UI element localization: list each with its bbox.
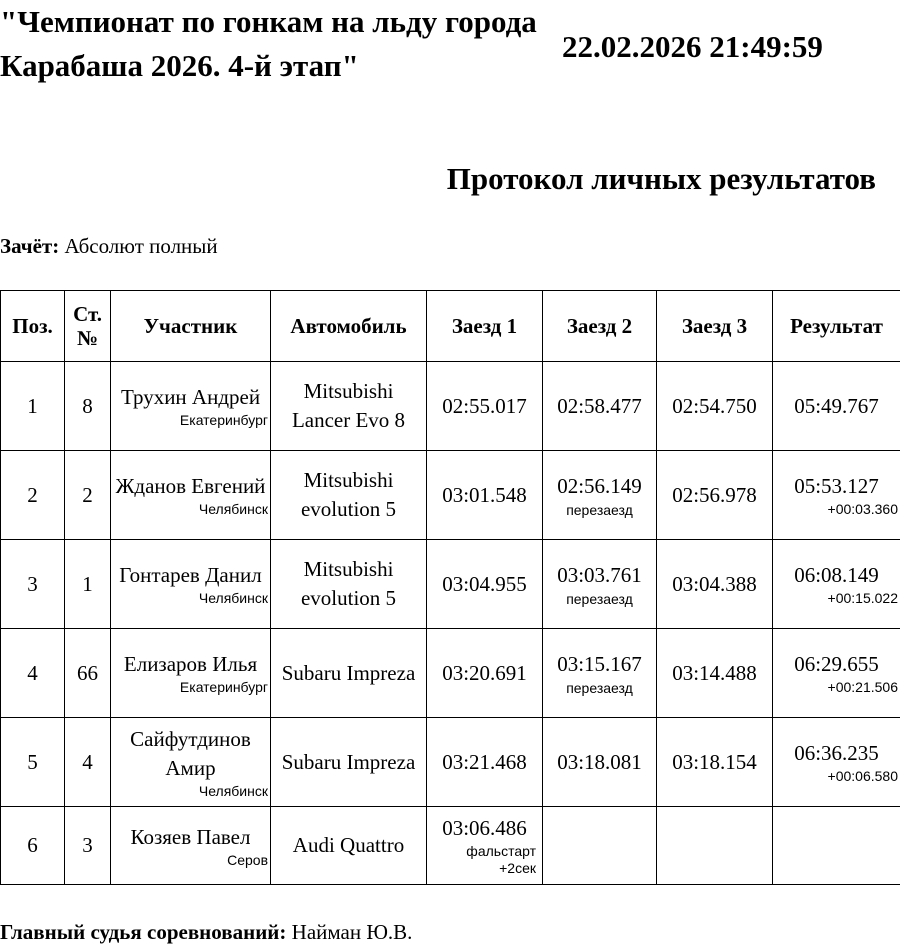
participant-name: Гонтарев Данил [113, 561, 268, 590]
table-row [1, 807, 900, 885]
cell-start-no: 4 [65, 718, 111, 807]
cell-participant [111, 718, 271, 807]
cell-car: Audi Quattro [271, 807, 427, 885]
cell-car: Mitsubishi Lancer Evo 8 [271, 362, 427, 451]
zachet-label: Зачёт: [0, 234, 59, 258]
table-row [1, 629, 900, 718]
race-note: перезаезд [545, 679, 654, 697]
cell-race3: 03:18.154 [657, 718, 773, 807]
cell-car: Subaru Impreza [271, 629, 427, 718]
cell-pos: 1 [1, 362, 65, 451]
header-race3: Заезд 3 [657, 291, 773, 362]
participant-city: Екатеринбург [113, 412, 268, 429]
cell-pos: 4 [1, 629, 65, 718]
header-race2: Заезд 2 [543, 291, 657, 362]
cell-race1: 03:20.691 [427, 629, 543, 718]
table-row [1, 362, 900, 451]
result-time: 06:08.149 [775, 561, 898, 590]
cell-car: Subaru Impreza [271, 718, 427, 807]
race-time: 03:03.761 [545, 561, 654, 590]
protocol-title: Протокол личных результатов [0, 157, 876, 201]
result-time: 05:53.127 [775, 472, 898, 501]
race-time: 03:15.167 [545, 650, 654, 679]
cell-result [773, 629, 900, 718]
table-row [1, 718, 900, 807]
cell-car: Mitsubishi evolution 5 [271, 451, 427, 540]
zachet-value: Абсолют полный [64, 234, 217, 258]
cell-race1: 03:21.468 [427, 718, 543, 807]
participant-name: Жданов Евгений [113, 472, 268, 501]
result-gap: +00:15.022 [775, 590, 898, 607]
cell-result [773, 807, 900, 885]
result-gap: +00:21.506 [775, 679, 898, 696]
header-participant: Участник [111, 291, 271, 362]
cell-pos: 2 [1, 451, 65, 540]
header-start-no: Ст. № [65, 291, 111, 362]
participant-name: Трухин Андрей [113, 383, 268, 412]
cell-participant [111, 629, 271, 718]
race-note: фальстарт +2сек [447, 843, 540, 877]
participant-name: Козяев Павел [113, 823, 268, 852]
participant-city: Челябинск [113, 783, 268, 800]
cell-car: Mitsubishi evolution 5 [271, 540, 427, 629]
result-time: 06:36.235 [775, 739, 898, 768]
cell-start-no: 8 [65, 362, 111, 451]
chief-judge-line [0, 918, 412, 946]
cell-race1 [427, 807, 543, 885]
cell-participant [111, 540, 271, 629]
header-car: Автомобиль [271, 291, 427, 362]
cell-result: 05:49.767 [773, 362, 900, 451]
chief-judge-label: Главный судья соревнований: [0, 920, 286, 944]
result-gap: +00:03.360 [775, 501, 898, 518]
table-row [1, 451, 900, 540]
result-time: 06:29.655 [775, 650, 898, 679]
cell-result [773, 540, 900, 629]
result-gap: +00:06.580 [775, 768, 898, 785]
header-result: Результат [773, 291, 900, 362]
participant-city: Челябинск [113, 590, 268, 607]
cell-race3: 03:14.488 [657, 629, 773, 718]
cell-start-no: 2 [65, 451, 111, 540]
participant-name: Сайфутдинов Амир [113, 725, 268, 783]
cell-start-no: 1 [65, 540, 111, 629]
cell-race2 [543, 807, 657, 885]
chief-judge-name: Найман Ю.В. [292, 920, 413, 944]
race-note: перезаезд [545, 590, 654, 608]
cell-participant [111, 362, 271, 451]
cell-race2 [543, 540, 657, 629]
cell-start-no: 66 [65, 629, 111, 718]
cell-pos: 3 [1, 540, 65, 629]
cell-race3: 02:56.978 [657, 451, 773, 540]
cell-race3 [657, 807, 773, 885]
cell-pos: 5 [1, 718, 65, 807]
participant-city: Серов [113, 852, 268, 869]
cell-race2: 02:58.477 [543, 362, 657, 451]
cell-race1: 02:55.017 [427, 362, 543, 451]
cell-pos: 6 [1, 807, 65, 885]
header-race1: Заезд 1 [427, 291, 543, 362]
race-note: перезаезд [545, 501, 654, 519]
event-title: "Чемпионат по гонкам на льду города Карабаша 2026. 4-й этап" [0, 0, 560, 88]
results-table [0, 290, 900, 885]
cell-race1: 03:01.548 [427, 451, 543, 540]
cell-race2 [543, 629, 657, 718]
cell-race3: 02:54.750 [657, 362, 773, 451]
report-datetime: 22.02.2026 21:49:59 [562, 25, 823, 69]
header-pos: Поз. [1, 291, 65, 362]
table-header-row [1, 291, 900, 362]
cell-participant [111, 451, 271, 540]
cell-race2: 03:18.081 [543, 718, 657, 807]
cell-result [773, 451, 900, 540]
cell-race3: 03:04.388 [657, 540, 773, 629]
cell-result [773, 718, 900, 807]
cell-participant [111, 807, 271, 885]
race-time: 02:56.149 [545, 472, 654, 501]
cell-race2 [543, 451, 657, 540]
cell-race1: 03:04.955 [427, 540, 543, 629]
participant-city: Екатеринбург [113, 679, 268, 696]
participant-city: Челябинск [113, 501, 268, 518]
participant-name: Елизаров Илья [113, 650, 268, 679]
zachet-line [0, 232, 218, 260]
cell-start-no: 3 [65, 807, 111, 885]
race-time: 03:06.486 [429, 814, 540, 843]
table-row [1, 540, 900, 629]
